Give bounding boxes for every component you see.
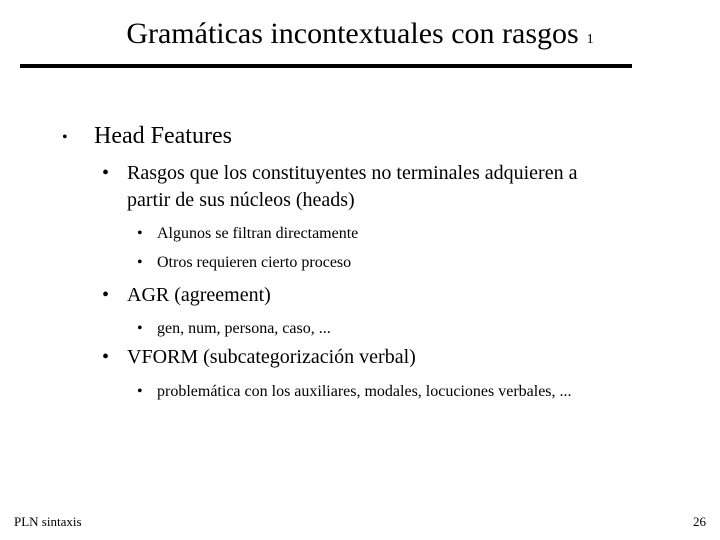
bullet-marker: •: [137, 383, 143, 400]
sub-bullet-gen: [137, 314, 331, 343]
bullet-text-line-2: partir de sus núcleos (heads): [127, 189, 355, 211]
slide-title-text: Gramáticas incontextuales con rasgos: [126, 17, 579, 50]
sub-bullet-text: Otros requieren cierto proceso: [157, 254, 352, 271]
bullet-rasgos: [102, 160, 577, 214]
bullet-marker: •: [137, 254, 143, 271]
bullet-marker: •: [62, 129, 68, 146]
bullet-text: Head Features: [94, 123, 232, 149]
sub-bullet-text: gen, num, persona, caso, ...: [157, 320, 331, 337]
title-underline: [20, 64, 632, 68]
footer-course-label: PLN sintaxis: [14, 514, 82, 529]
footer-page-number: 26: [693, 514, 706, 529]
bullet-text: AGR (agreement): [127, 284, 271, 306]
sub-bullet-filtran: [137, 219, 358, 248]
sub-bullet-problematica: [137, 377, 572, 406]
slide-title-number: 1: [586, 32, 594, 47]
sub-bullet-text: problemática con los auxiliares, modales, locuciones verbales, ...: [157, 383, 572, 400]
bullet-text: VFORM (subcategorización verbal): [127, 346, 416, 368]
bullet-vform: [102, 344, 416, 371]
bullet-marker: •: [102, 346, 110, 368]
bullet-head-features: [62, 120, 232, 152]
bullet-marker: •: [137, 320, 143, 337]
bullet-agr: [102, 282, 271, 309]
bullet-text-line-1: Rasgos que los constituyentes no terminales adquieren a: [127, 162, 578, 184]
sub-bullet-proceso: [137, 248, 351, 277]
bullet-marker: •: [102, 284, 110, 306]
bullet-marker: •: [137, 225, 143, 242]
bullet-marker: •: [102, 162, 110, 184]
sub-bullet-text: Algunos se filtran directamente: [157, 225, 359, 242]
slide-title: [0, 14, 720, 60]
